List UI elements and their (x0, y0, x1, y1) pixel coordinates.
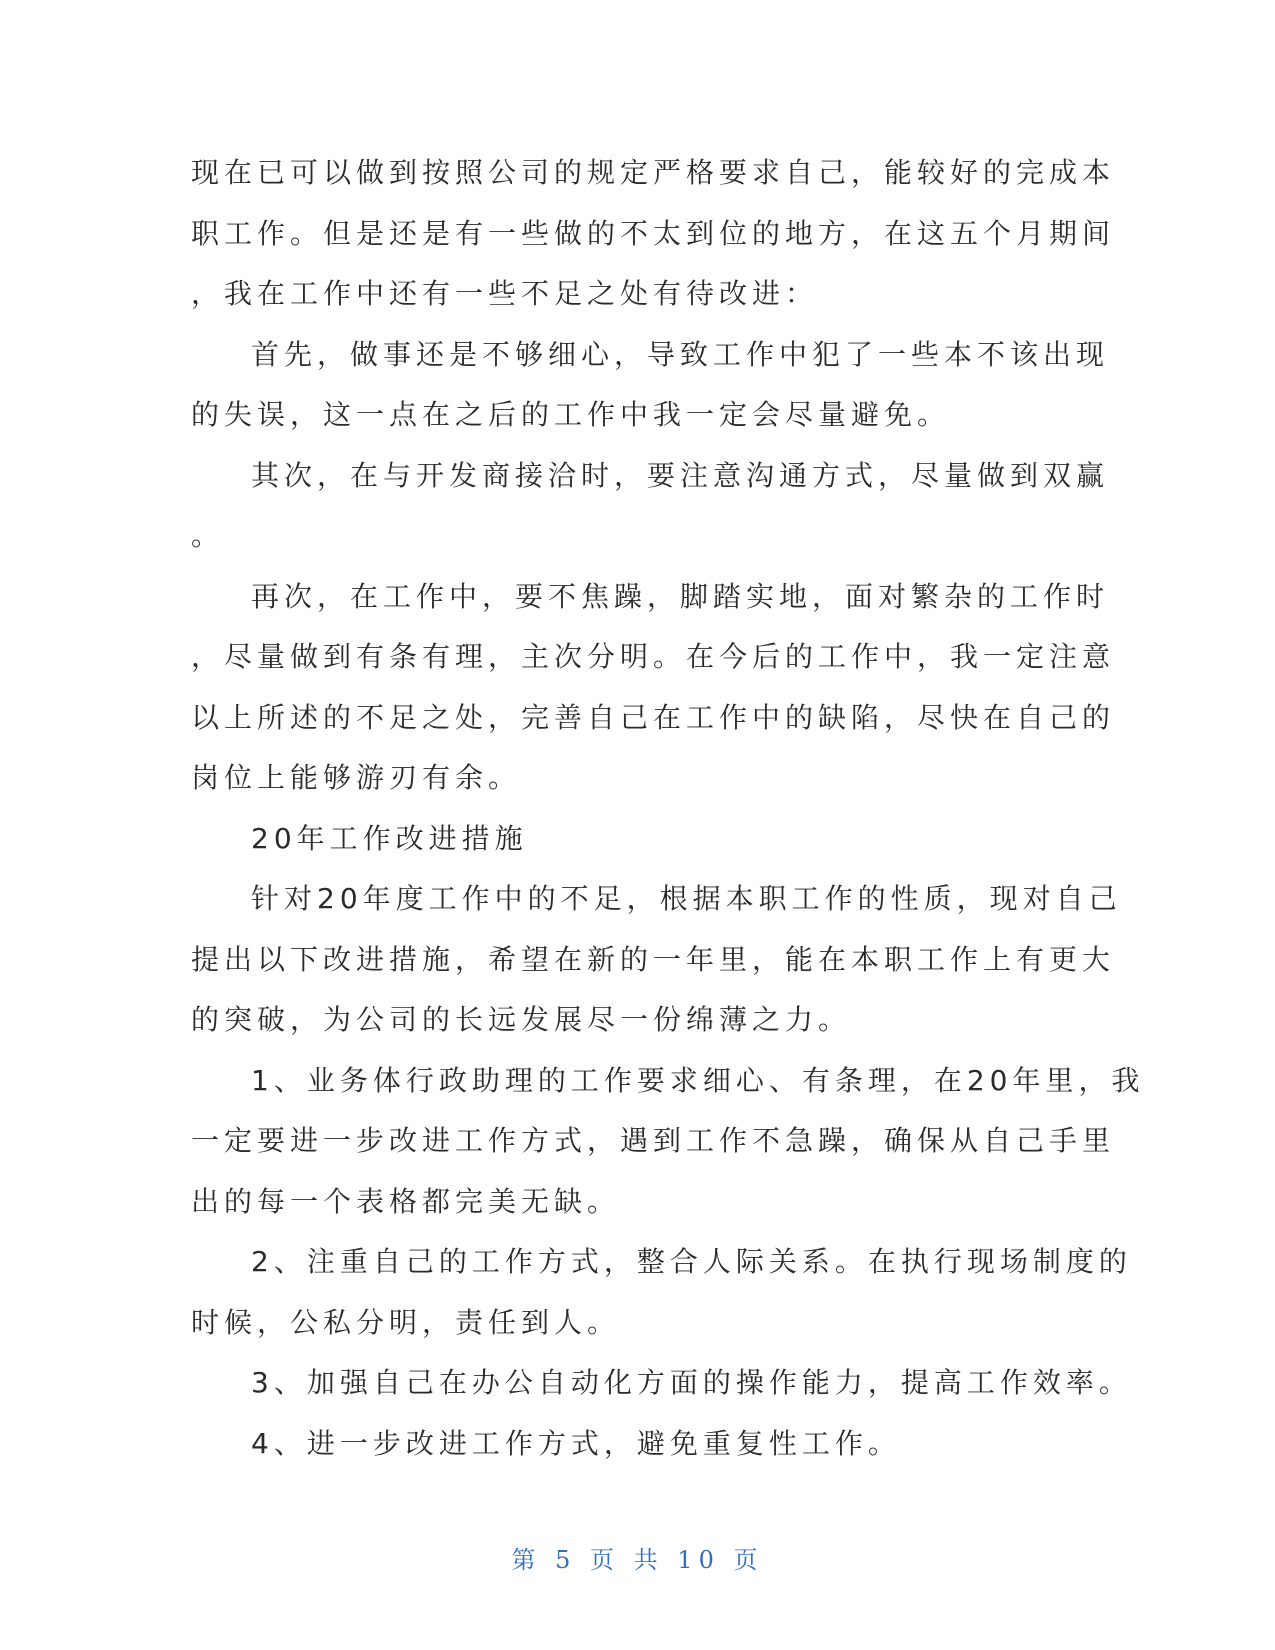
text-line: 岗位上能够游刃有余。 (191, 761, 522, 794)
text-line: ，尽量做到有条有理，主次分明。在今后的工作中，我一定注意 (191, 640, 1116, 673)
text-line: 针对20年度工作中的不足，根据本职工作的性质，现对自己 (251, 882, 1122, 915)
text-line: 以上所述的不足之处，完善自己在工作中的缺陷，尽快在自己的 (191, 700, 1116, 734)
list-item-4: 4、进一步改进工作方式，避免重复性工作。 (251, 1426, 901, 1460)
text-line: 职工作。但是还是有一些做的不太到位的地方，在这五个月期间 (191, 216, 1116, 250)
text-line: 现在已可以做到按照公司的规定严格要求自己，能较好的完成本 (191, 156, 1116, 189)
text-line: 。 (191, 519, 225, 552)
text-line: 的突破，为公司的长远发展尽一份绵薄之力。 (191, 1003, 852, 1036)
list-item-3: 3、加强自己在办公自动化方面的操作能力，提高工作效率。 (251, 1366, 1132, 1399)
section-heading: 20年工作改进措施 (251, 821, 528, 855)
list-item-2: 2、注重自己的工作方式，整合人际关系。在执行现场制度的 (251, 1245, 1132, 1278)
text-line: 提出以下改进措施，希望在新的一年里，能在本职工作上有更大 (191, 942, 1116, 976)
text-line: ，我在工作中还有一些不足之处有待改进： (191, 277, 819, 310)
list-item-1: 1、业务体行政助理的工作要求细心、有条理，在20年里，我 (251, 1063, 1145, 1097)
text-line: 一定要进一步改进工作方式，遇到工作不急躁，确保从自己手里 (191, 1124, 1116, 1157)
text-line: 时候，公私分明，责任到人。 (191, 1305, 621, 1339)
text-line: 出的每一个表格都完美无缺。 (191, 1184, 621, 1218)
page-number-footer: 第 5 页 共 10 页 (511, 1546, 764, 1574)
text-line: 再次，在工作中，要不焦躁，脚踏实地，面对繁杂的工作时 (251, 579, 1110, 613)
text-line: 的失误，这一点在之后的工作中我一定会尽量避免。 (191, 398, 951, 431)
text-line: 其次，在与开发商接洽时，要注意沟通方式，尽量做到双赢 (251, 458, 1110, 492)
document-body (191, 143, 1145, 1474)
text-line: 首先，做事还是不够细心，导致工作中犯了一些本不该出现 (251, 337, 1110, 371)
